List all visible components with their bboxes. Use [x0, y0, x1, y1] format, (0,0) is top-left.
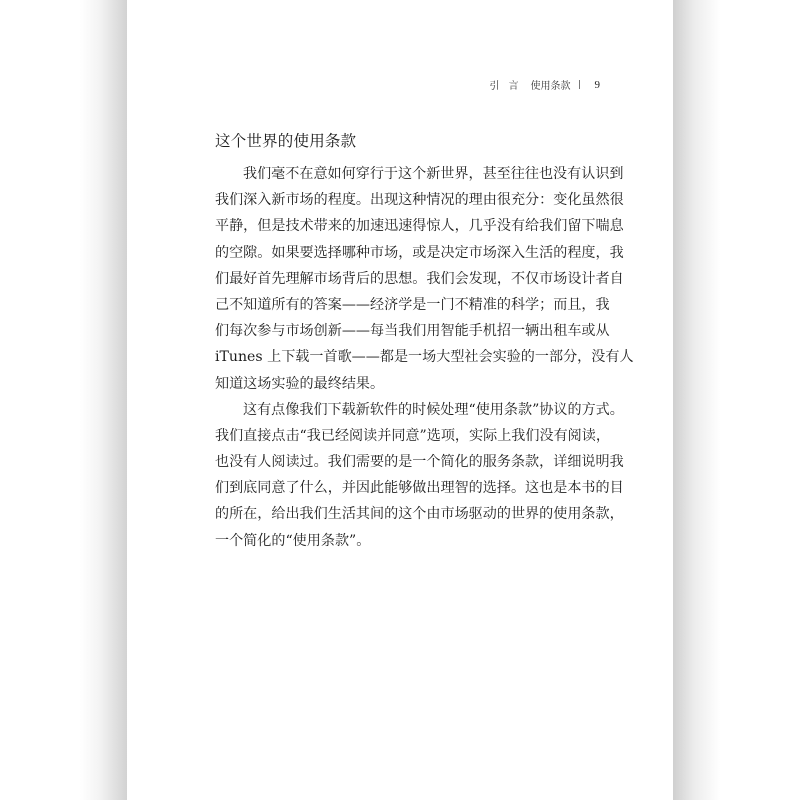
running-head — [490, 77, 601, 92]
text-line: iTunes 上下载一首歌——都是一场大型社会实验的一部分，没有人 — [215, 349, 634, 366]
running-head-divider — [579, 80, 580, 89]
text-line: 的所在，给出我们生活其间的这个由市场驱动的世界的使用条款， — [215, 506, 624, 523]
text-line: 我们直接点击“我已经阅读并同意”选项，实际上我们没有阅读， — [215, 427, 610, 444]
text-line: 平静，但是技术带来的加速迅速得惊人，几乎没有给我们留下喘息 — [215, 218, 624, 235]
text-line: 知道这场实验的最终结果。 — [215, 375, 385, 392]
paragraph-1 — [215, 161, 634, 397]
chapter-char-2: 言 — [508, 81, 519, 92]
text-line: 己不知道所有的答案——经济学是一门不精准的科学；而且，我 — [215, 296, 610, 313]
text-line: 们最好首先理解市场背后的思想。我们会发现，不仅市场设计者自 — [215, 270, 624, 287]
text-line: 这有点像我们下载新软件的时候处理“使用条款”协议的方式。 — [243, 401, 624, 418]
text-line: 我们深入新市场的程度。出现这种情况的理由很充分：变化虽然很 — [215, 192, 624, 209]
running-head-chapter — [490, 77, 519, 92]
text-line: 我们毫不在意如何穿行于这个新世界，甚至往往也没有认识到 — [243, 166, 624, 182]
page-number: 9 — [594, 78, 600, 91]
chapter-char-1: 引 — [489, 81, 500, 92]
text-line: 的空隙。如果要选择哪种市场，或是决定市场深入生活的程度，我 — [215, 244, 624, 261]
paragraph-2 — [215, 397, 624, 554]
text-line: 一个简化的“使用条款”。 — [215, 532, 371, 549]
body-text — [215, 161, 634, 554]
book-page — [127, 0, 673, 800]
text-line: 也没有人阅读过。我们需要的是一个简化的服务条款，详细说明我 — [215, 454, 624, 471]
section-title: 这个世界的使用条款 — [215, 132, 357, 150]
running-head-section: 使用条款 — [530, 81, 571, 92]
page-shadow-right — [673, 0, 720, 800]
page-shadow-left — [80, 0, 127, 800]
text-line: 们每次参与市场创新——每当我们用智能手机招一辆出租车或从 — [215, 323, 610, 340]
text-line: 们到底同意了什么，并因此能够做出理智的选择。这也是本书的目 — [215, 480, 624, 497]
